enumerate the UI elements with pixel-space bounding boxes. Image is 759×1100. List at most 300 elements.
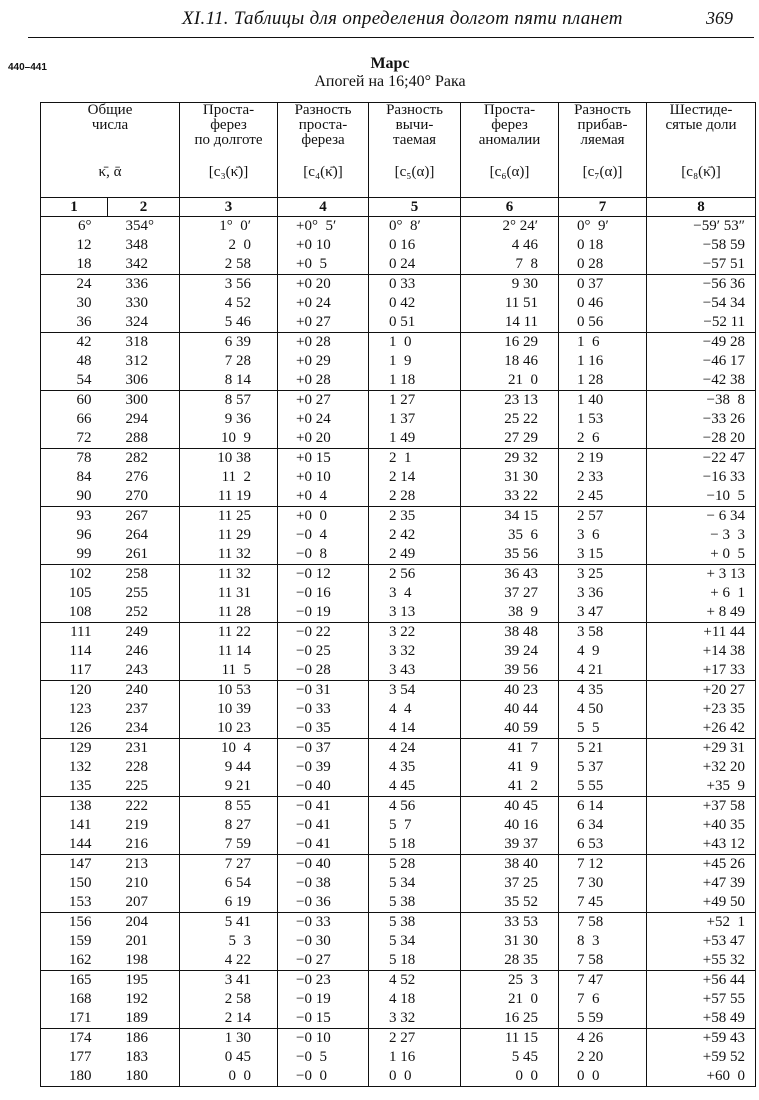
table-cell: 237	[108, 700, 180, 719]
table-cell: −0 41	[278, 835, 369, 855]
table-cell: −0 15	[278, 1009, 369, 1029]
table-cell: 7 28	[180, 352, 278, 371]
table-cell: 5 34	[369, 874, 461, 893]
table-cell: −0 30	[278, 932, 369, 951]
table-row	[41, 700, 756, 719]
table-cell: 7 8	[461, 255, 559, 275]
table-cell: 174	[41, 1029, 108, 1049]
table-cell: 5 41	[180, 913, 278, 933]
column-headers	[41, 103, 756, 198]
table-cell: 1 28	[559, 371, 647, 391]
table-cell: 8 3	[559, 932, 647, 951]
table-cell: −0 8	[278, 545, 369, 565]
table-cell: +0 0	[278, 507, 369, 527]
table-cell: 219	[108, 816, 180, 835]
table-cell: 21 0	[461, 990, 559, 1009]
table-cell: 0 37	[559, 275, 647, 295]
table-cell: 9 30	[461, 275, 559, 295]
table-cell: 4 9	[559, 642, 647, 661]
table-cell: 183	[108, 1048, 180, 1067]
table-cell: 21 0	[461, 371, 559, 391]
table-cell: 5 37	[559, 758, 647, 777]
table-row	[41, 217, 756, 237]
table-cell: −0 41	[278, 816, 369, 835]
table-cell: 312	[108, 352, 180, 371]
table-cell: 330	[108, 294, 180, 313]
table-cell: +0 27	[278, 313, 369, 333]
table-cell: 35 56	[461, 545, 559, 565]
table-cell: 11 22	[180, 623, 278, 643]
table-cell: +0 20	[278, 275, 369, 295]
table-row	[41, 526, 756, 545]
table-cell: 1 0	[369, 333, 461, 353]
table-cell: 39 24	[461, 642, 559, 661]
table-cell: −0 16	[278, 584, 369, 603]
table-cell: 342	[108, 255, 180, 275]
table-cell: +43 12	[647, 835, 756, 855]
header-text: числа	[91, 117, 129, 133]
header-text: прибав-	[577, 117, 628, 133]
table-cell: 132	[41, 758, 108, 777]
table-cell: −0 22	[278, 623, 369, 643]
header-text: сятые доли	[665, 117, 737, 133]
column-number: 2	[108, 198, 180, 217]
table-cell: 141	[41, 816, 108, 835]
table-cell: 144	[41, 835, 108, 855]
table-cell: 147	[41, 855, 108, 875]
table-cell: 231	[108, 739, 180, 759]
table-cell: 243	[108, 661, 180, 681]
table-cell: 177	[41, 1048, 108, 1067]
table-cell: 7 58	[559, 951, 647, 971]
table-cell: 2 42	[369, 526, 461, 545]
table-cell: +14 38	[647, 642, 756, 661]
table-cell: 6 54	[180, 874, 278, 893]
table-cell: + 0 5	[647, 545, 756, 565]
table-cell: 6 53	[559, 835, 647, 855]
table-cell: −0 10	[278, 1029, 369, 1049]
table-cell: +59 52	[647, 1048, 756, 1067]
table-cell: +0 28	[278, 333, 369, 353]
header-symbol: [c₃(κ̄)]	[208, 164, 249, 180]
table-cell: 4 52	[180, 294, 278, 313]
table-row	[41, 429, 756, 449]
table-row	[41, 391, 756, 411]
table-row	[41, 835, 756, 855]
table-cell: 6 39	[180, 333, 278, 353]
table-cell: +26 42	[647, 719, 756, 739]
table-cell: 5 18	[369, 951, 461, 971]
table-cell: 24	[41, 275, 108, 295]
table-cell: 60	[41, 391, 108, 411]
table-cell: 135	[41, 777, 108, 797]
table-row	[41, 719, 756, 739]
table-cell: 38 40	[461, 855, 559, 875]
table-row	[41, 797, 756, 817]
table-cell: 11 5	[180, 661, 278, 681]
table-cell: 2 58	[180, 990, 278, 1009]
table-cell: +17 33	[647, 661, 756, 681]
table-cell: 354°	[108, 217, 180, 237]
table-cell: 270	[108, 487, 180, 507]
table-cell: 0 16	[369, 236, 461, 255]
table-cell: 1 40	[559, 391, 647, 411]
header-text: ферез	[491, 117, 528, 133]
header-symbol: [c₅(α)]	[394, 164, 435, 180]
header-text: Шестиде-	[669, 102, 733, 118]
table-cell: 156	[41, 913, 108, 933]
table-cell: 150	[41, 874, 108, 893]
table-cell: +0 20	[278, 429, 369, 449]
table-cell: 11 2	[180, 468, 278, 487]
column-number: 1	[41, 198, 108, 217]
table-cell: −58 59	[647, 236, 756, 255]
table-cell: 0° 8′	[369, 217, 461, 237]
table-cell: 1 30	[180, 1029, 278, 1049]
table-cell: +0 15	[278, 449, 369, 469]
table-cell: 7 27	[180, 855, 278, 875]
table-cell: 3 32	[369, 642, 461, 661]
table-cell: −0 33	[278, 913, 369, 933]
table-cell: 2 1	[369, 449, 461, 469]
table-cell: 3 43	[369, 661, 461, 681]
table-cell: 195	[108, 971, 180, 991]
table-cell: +0 5	[278, 255, 369, 275]
header-text: Разность	[574, 102, 631, 118]
table-row	[41, 932, 756, 951]
table-cell: 4 22	[180, 951, 278, 971]
table-cell: 189	[108, 1009, 180, 1029]
table-cell: + 6 1	[647, 584, 756, 603]
table-cell: 2 14	[180, 1009, 278, 1029]
table-cell: 168	[41, 990, 108, 1009]
table-cell: 7 30	[559, 874, 647, 893]
table-cell: 282	[108, 449, 180, 469]
table-cell: 10 4	[180, 739, 278, 759]
table-cell: 207	[108, 893, 180, 913]
table-cell: 34 15	[461, 507, 559, 527]
table-cell: 0 28	[559, 255, 647, 275]
table-cell: 4 18	[369, 990, 461, 1009]
table-cell: 11 19	[180, 487, 278, 507]
table-cell: 4 50	[559, 700, 647, 719]
table-cell: 4 26	[559, 1029, 647, 1049]
table-cell: 3 36	[559, 584, 647, 603]
table-cell: +0 4	[278, 487, 369, 507]
header-text: Разность	[294, 102, 352, 118]
table-row	[41, 468, 756, 487]
table-cell: 261	[108, 545, 180, 565]
table-cell: 3 25	[559, 565, 647, 585]
column-number: 6	[461, 198, 559, 217]
table-cell: 99	[41, 545, 108, 565]
table-cell: 3 15	[559, 545, 647, 565]
table-cell: 2 58	[180, 255, 278, 275]
running-header	[0, 4, 759, 32]
table-row	[41, 816, 756, 835]
table-cell: 2 57	[559, 507, 647, 527]
mars-longitude-table	[40, 102, 756, 1087]
table-cell: 0 0	[559, 1067, 647, 1087]
table-cell: −0 4	[278, 526, 369, 545]
table-cell: −0 27	[278, 951, 369, 971]
table-cell: −0 37	[278, 739, 369, 759]
table-cell: 11 29	[180, 526, 278, 545]
table-cell: +0 10	[278, 468, 369, 487]
table-cell: 8 14	[180, 371, 278, 391]
column-number-row	[41, 198, 756, 217]
table-cell: 2 14	[369, 468, 461, 487]
table-row	[41, 255, 756, 275]
table-row	[41, 545, 756, 565]
table-cell: 213	[108, 855, 180, 875]
table-row	[41, 1029, 756, 1049]
table-cell: −0 31	[278, 681, 369, 701]
table-cell: − 6 34	[647, 507, 756, 527]
table-cell: 114	[41, 642, 108, 661]
table-cell: 4 35	[559, 681, 647, 701]
table-cell: 6°	[41, 217, 108, 237]
table-cell: +0 24	[278, 410, 369, 429]
table-cell: −0 5	[278, 1048, 369, 1067]
table-cell: 16 25	[461, 1009, 559, 1029]
table-cell: +57 55	[647, 990, 756, 1009]
table-row	[41, 642, 756, 661]
table-row	[41, 410, 756, 429]
table-row	[41, 352, 756, 371]
table-cell: −0 36	[278, 893, 369, 913]
table-cell: 40 16	[461, 816, 559, 835]
table-cell: −16 33	[647, 468, 756, 487]
table-cell: 210	[108, 874, 180, 893]
table-cell: − 3 3	[647, 526, 756, 545]
table-cell: 7 59	[180, 835, 278, 855]
table-cell: 4 45	[369, 777, 461, 797]
apogee-note: Апогей на 16;40° Рака	[314, 73, 466, 90]
table-cell: 2 28	[369, 487, 461, 507]
table-cell: 1 37	[369, 410, 461, 429]
table-cell: −0 33	[278, 700, 369, 719]
table-cell: −38 8	[647, 391, 756, 411]
header-c8	[647, 103, 756, 198]
table-cell: 180	[108, 1067, 180, 1087]
table-cell: 105	[41, 584, 108, 603]
table-cell: 3 32	[369, 1009, 461, 1029]
table-cell: −0 40	[278, 855, 369, 875]
table-cell: 35 52	[461, 893, 559, 913]
table-cell: 3 6	[559, 526, 647, 545]
header-symbol: [c₇(α)]	[582, 164, 623, 180]
table-cell: 264	[108, 526, 180, 545]
table-cell: −46 17	[647, 352, 756, 371]
table-cell: 4 52	[369, 971, 461, 991]
table-cell: 5 21	[559, 739, 647, 759]
table-cell: +0 24	[278, 294, 369, 313]
table-cell: + 3 13	[647, 565, 756, 585]
table-cell: 3 54	[369, 681, 461, 701]
header-text: Проста-	[483, 102, 536, 118]
table-cell: −0 0	[278, 1067, 369, 1087]
table-cell: 9 44	[180, 758, 278, 777]
table-row	[41, 313, 756, 333]
table-cell: 29 32	[461, 449, 559, 469]
header-text: фереза	[301, 132, 345, 148]
table-cell: 10 38	[180, 449, 278, 469]
header-text: таемая	[393, 132, 437, 148]
table-cell: 159	[41, 932, 108, 951]
table-cell: 27 29	[461, 429, 559, 449]
table-cell: 129	[41, 739, 108, 759]
table-cell: 25 22	[461, 410, 559, 429]
table-cell: 4 24	[369, 739, 461, 759]
table-cell: 4 46	[461, 236, 559, 255]
table-cell: 33 53	[461, 913, 559, 933]
table-cell: 10 23	[180, 719, 278, 739]
table-cell: 31 30	[461, 468, 559, 487]
header-symbol: [c₈(κ̄)]	[681, 164, 721, 180]
table-cell: 123	[41, 700, 108, 719]
table-cell: 0 45	[180, 1048, 278, 1067]
table-cell: 40 44	[461, 700, 559, 719]
table-cell: 198	[108, 951, 180, 971]
table-cell: 90	[41, 487, 108, 507]
table-cell: −10 5	[647, 487, 756, 507]
table-cell: 12	[41, 236, 108, 255]
table-cell: 0 0	[180, 1067, 278, 1087]
header-text: проста-	[298, 117, 348, 133]
table-cell: 0 56	[559, 313, 647, 333]
table-cell: 192	[108, 990, 180, 1009]
table-cell: 0 51	[369, 313, 461, 333]
table-cell: 117	[41, 661, 108, 681]
table-cell: 72	[41, 429, 108, 449]
table-cell: −0 40	[278, 777, 369, 797]
table-cell: 2 27	[369, 1029, 461, 1049]
table-row	[41, 777, 756, 797]
table-cell: 111	[41, 623, 108, 643]
table-cell: 246	[108, 642, 180, 661]
header-symbol: [c₆(α)]	[489, 164, 530, 180]
table-cell: 9 21	[180, 777, 278, 797]
table-cell: 318	[108, 333, 180, 353]
table-cell: 102	[41, 565, 108, 585]
table-cell: +58 49	[647, 1009, 756, 1029]
table-cell: 2 45	[559, 487, 647, 507]
table-row	[41, 951, 756, 971]
table-cell: 42	[41, 333, 108, 353]
header-text: ферез	[210, 117, 247, 133]
table-cell: 5 7	[369, 816, 461, 835]
table-row	[41, 294, 756, 313]
table-cell: 1 27	[369, 391, 461, 411]
table-cell: 1 16	[559, 352, 647, 371]
table-cell: 11 32	[180, 545, 278, 565]
table-body	[41, 217, 756, 1087]
table-cell: 255	[108, 584, 180, 603]
table-cell: 336	[108, 275, 180, 295]
table-cell: 11 15	[461, 1029, 559, 1049]
table-cell: 30	[41, 294, 108, 313]
table-cell: 2 0	[180, 236, 278, 255]
header-c3	[180, 103, 278, 198]
table-cell: 5 38	[369, 913, 461, 933]
table-row	[41, 236, 756, 255]
table-cell: 2 19	[559, 449, 647, 469]
column-number: 5	[369, 198, 461, 217]
table-cell: 300	[108, 391, 180, 411]
table-cell: 36	[41, 313, 108, 333]
table-cell: 7 45	[559, 893, 647, 913]
table-cell: 2 6	[559, 429, 647, 449]
table-row	[41, 584, 756, 603]
table-cell: +47 39	[647, 874, 756, 893]
table-cell: +20 27	[647, 681, 756, 701]
table-cell: 0 18	[559, 236, 647, 255]
header-rule	[28, 37, 754, 38]
table-cell: 138	[41, 797, 108, 817]
table-cell: 252	[108, 603, 180, 623]
header-c5	[369, 103, 461, 198]
table-cell: 48	[41, 352, 108, 371]
table-cell: 11 51	[461, 294, 559, 313]
table-cell: +0 28	[278, 371, 369, 391]
column-number: 3	[180, 198, 278, 217]
table-cell: 6 19	[180, 893, 278, 913]
table-cell: 7 47	[559, 971, 647, 991]
table-cell: 11 32	[180, 565, 278, 585]
table-cell: 39 56	[461, 661, 559, 681]
table-cell: 0 0	[369, 1067, 461, 1087]
table-cell: 25 3	[461, 971, 559, 991]
table-cell: 6 14	[559, 797, 647, 817]
table-cell: 5 45	[461, 1048, 559, 1067]
table-cell: 1 6	[559, 333, 647, 353]
table-cell: 5 46	[180, 313, 278, 333]
table-cell: 35 6	[461, 526, 559, 545]
table-cell: 0 46	[559, 294, 647, 313]
header-text: ляемая	[580, 132, 625, 148]
table-row	[41, 333, 756, 353]
table-cell: 228	[108, 758, 180, 777]
table-row	[41, 1067, 756, 1087]
header-text: Проста-	[202, 102, 255, 118]
table-cell: +35 9	[647, 777, 756, 797]
table-cell: +0 27	[278, 391, 369, 411]
table-cell: 41 9	[461, 758, 559, 777]
table-cell: +0° 5′	[278, 217, 369, 237]
table-cell: 4 4	[369, 700, 461, 719]
table-cell: +0 10	[278, 236, 369, 255]
table-cell: 234	[108, 719, 180, 739]
table-cell: 249	[108, 623, 180, 643]
table-cell: 54	[41, 371, 108, 391]
table-caption	[250, 55, 530, 91]
table-cell: 120	[41, 681, 108, 701]
table-cell: +56 44	[647, 971, 756, 991]
column-number: 4	[278, 198, 369, 217]
table-cell: 7 12	[559, 855, 647, 875]
table-cell: 288	[108, 429, 180, 449]
table-cell: 8 55	[180, 797, 278, 817]
table-cell: −28 20	[647, 429, 756, 449]
table-cell: 9 36	[180, 410, 278, 429]
table-row	[41, 1009, 756, 1029]
table-cell: 153	[41, 893, 108, 913]
table-cell: +0 29	[278, 352, 369, 371]
table-cell: −0 35	[278, 719, 369, 739]
table-cell: −0 38	[278, 874, 369, 893]
table-cell: 10 9	[180, 429, 278, 449]
